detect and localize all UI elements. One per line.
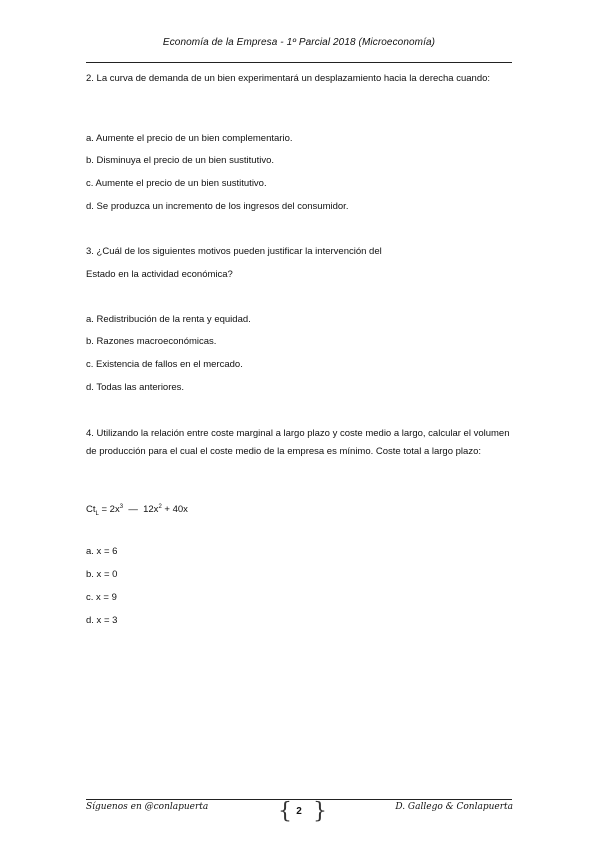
question-4-text: 4. Utilizando la relación entre coste marginal a largo plazo y coste medio a largo, calcular el volumen de producción para el cual el coste medio de la empresa es mínimo. Coste total a largo plazo:: [86, 428, 510, 457]
question-2-option-b: b. Disminuya el precio de un bien sustitutivo.: [86, 155, 274, 166]
formula-lhs: Ct: [86, 504, 96, 516]
question-2-option-d: d. Se produzca un incremento de los ingresos del consumidor.: [86, 201, 349, 212]
page-header-title: Economía de la Empresa - 1º Parcial 2018 (Microeconomía): [162, 37, 436, 48]
formula-lhs-subscript: L: [95, 511, 99, 518]
formula-exponent-1: 3: [119, 504, 124, 510]
formula-eq: = 2x: [98, 504, 120, 516]
header-divider: [86, 62, 512, 63]
question-4-option-c: c. x = 9: [86, 592, 117, 603]
page-number-left-bracket-icon: {: [278, 799, 292, 824]
question-3-option-c: c. Existencia de fallos en el mercado.: [86, 359, 243, 370]
question-2-text: 2. La curva de demanda de un bien experimentará un desplazamiento hacia la derecha cuando:: [86, 73, 491, 84]
question-4-option-d: d. x = 3: [86, 615, 118, 626]
question-3-option-d: d. Todas las anteriores.: [86, 382, 185, 393]
footer-social-handle: Síguenos en @conlapuerta: [86, 802, 209, 812]
question-2-option-a: a. Aumente el precio de un bien complementario.: [86, 133, 293, 144]
question-4-option-a: a. x = 6: [86, 546, 118, 557]
question-4-option-b: b. x = 0: [86, 569, 118, 580]
question-3-option-a: a. Redistribución de la renta y equidad.: [86, 314, 251, 325]
question-3-text-line1: 3. ¿Cuál de los siguientes motivos pueden justificar la intervención del: [86, 246, 382, 257]
page-number-right-bracket-icon: }: [313, 799, 327, 824]
cost-formula: [86, 500, 188, 521]
question-3-option-b: b. Razones macroeconómicas.: [86, 336, 217, 347]
formula-rest: + 40x: [161, 504, 188, 516]
formula-minus: — 12x: [123, 504, 159, 516]
footer-author: D. Gallego & Conlapuerta: [395, 802, 513, 812]
question-3-text-line2: Estado en la actividad económica?: [86, 269, 233, 280]
question-2-option-c: c. Aumente el precio de un bien sustitutivo.: [86, 178, 267, 189]
page-number: 2: [296, 806, 302, 817]
formula-exponent-2: 2: [158, 504, 162, 510]
